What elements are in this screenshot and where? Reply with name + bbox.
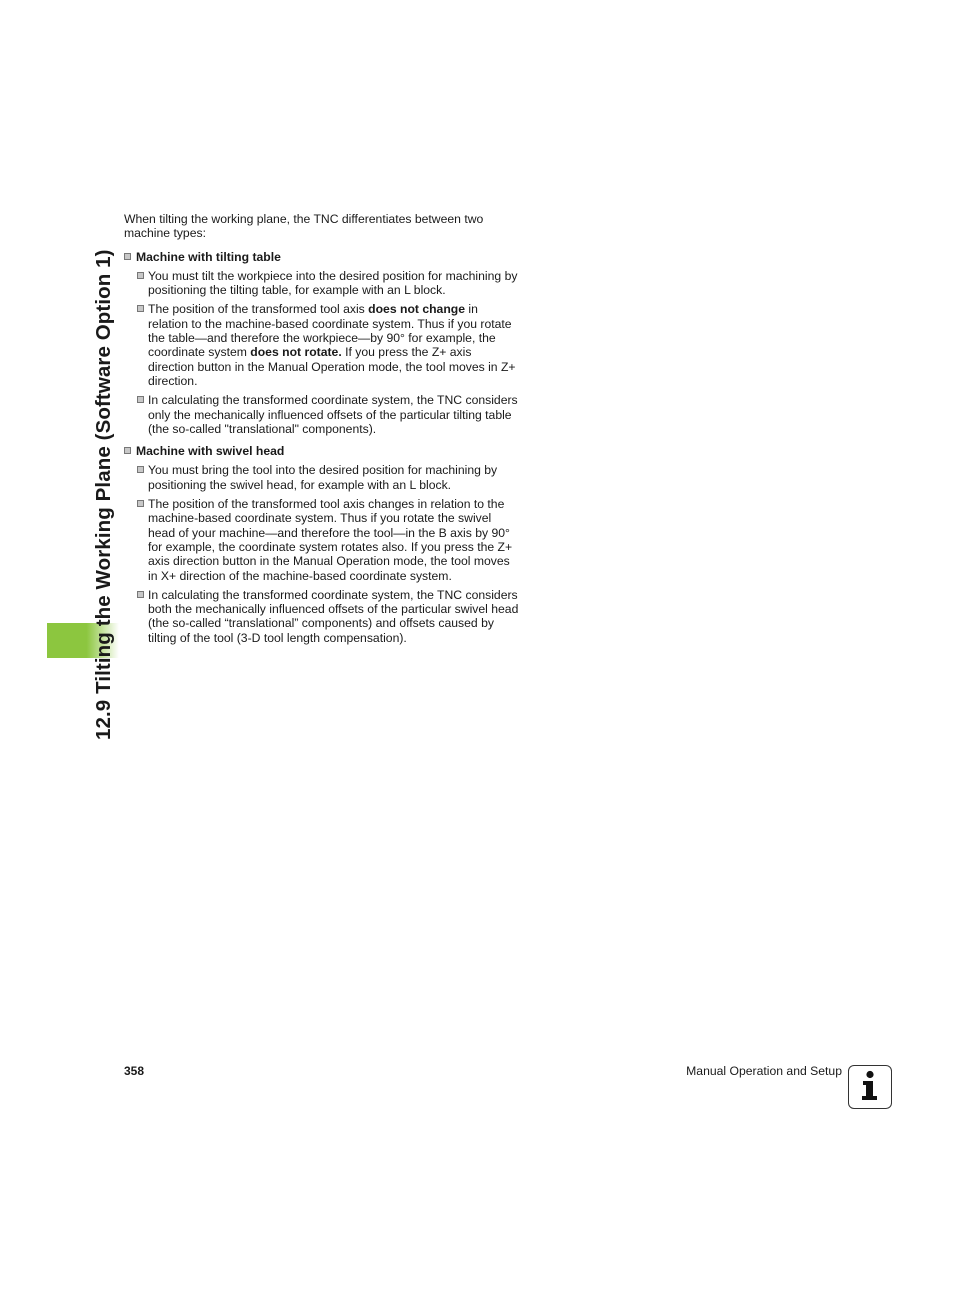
section-swivel-head <box>124 444 520 645</box>
list-item <box>124 588 520 645</box>
item-text: The position of the transformed tool axis changes in relation to the machine-based coordinate system. Thus if you rotate the swivel head of your machine—and therefore the tool—in the B axis by 90° for example, the coordinate system rotates also. If you press the Z+ axis direction button in the Manual Operation mode, the tool moves in X+ direction of the machine-based coordinate system. <box>148 497 513 583</box>
item-text: In calculating the transformed coordinate system, the TNC considers both the mechanically influenced offsets of the particular swivel head (the so-called “translational” components) and offsets caused by tilting of the tool (3-D tool length compensation). <box>148 587 519 645</box>
bullet-square-icon <box>137 305 144 312</box>
main-content <box>124 212 520 653</box>
bullet-square-icon <box>137 272 144 279</box>
emphasis-text: does not change <box>368 302 466 317</box>
list-item <box>124 497 520 583</box>
item-text: You must tilt the workpiece into the desired position for machining by positioning the tilting table, for example with an L block. <box>148 268 518 298</box>
list-item <box>124 393 520 436</box>
info-icon <box>848 1065 892 1109</box>
footer-chapter-title: Manual Operation and Setup <box>686 1064 842 1078</box>
section-tilting-table <box>124 250 520 437</box>
side-chapter-title: 12.9 Tilting the Working Plane (Software Option 1) <box>92 249 115 740</box>
item-text: in relation to the machine-based coordinate system. Thus if you rotate the table—and therefore the workpiece—by 90° for example, the coordinate system <box>148 302 512 360</box>
section-heading: Machine with swivel head <box>124 444 520 458</box>
list-item <box>124 463 520 492</box>
emphasis-text: does not rotate. <box>250 345 342 360</box>
bullet-square-icon <box>124 253 131 260</box>
bullet-square-icon <box>124 447 131 454</box>
bullet-square-icon <box>137 591 144 598</box>
bullet-square-icon <box>137 500 144 507</box>
bullet-square-icon <box>137 466 144 473</box>
item-text: If you press the Z+ axis direction button in the Manual Operation mode, the tool moves in Z+ direction. <box>148 345 516 388</box>
bullet-square-icon <box>137 396 144 403</box>
bullet-list <box>124 463 520 645</box>
page-number: 358 <box>124 1064 145 1078</box>
list-item <box>124 269 520 298</box>
intro-paragraph: When tilting the working plane, the TNC differentiates between two machine types: <box>124 212 484 241</box>
bullet-list <box>124 269 520 436</box>
item-text: In calculating the transformed coordinate system, the TNC considers only the mechanically influenced offsets of the particular tilting table (the so-called "translational" components). <box>148 393 518 436</box>
list-item <box>124 302 520 388</box>
item-text: The position of the transformed tool axis <box>148 302 369 317</box>
section-heading: Machine with tilting table <box>124 250 520 264</box>
item-text: You must bring the tool into the desired position for machining by positioning the swivel head, for example with an L block. <box>148 463 498 492</box>
